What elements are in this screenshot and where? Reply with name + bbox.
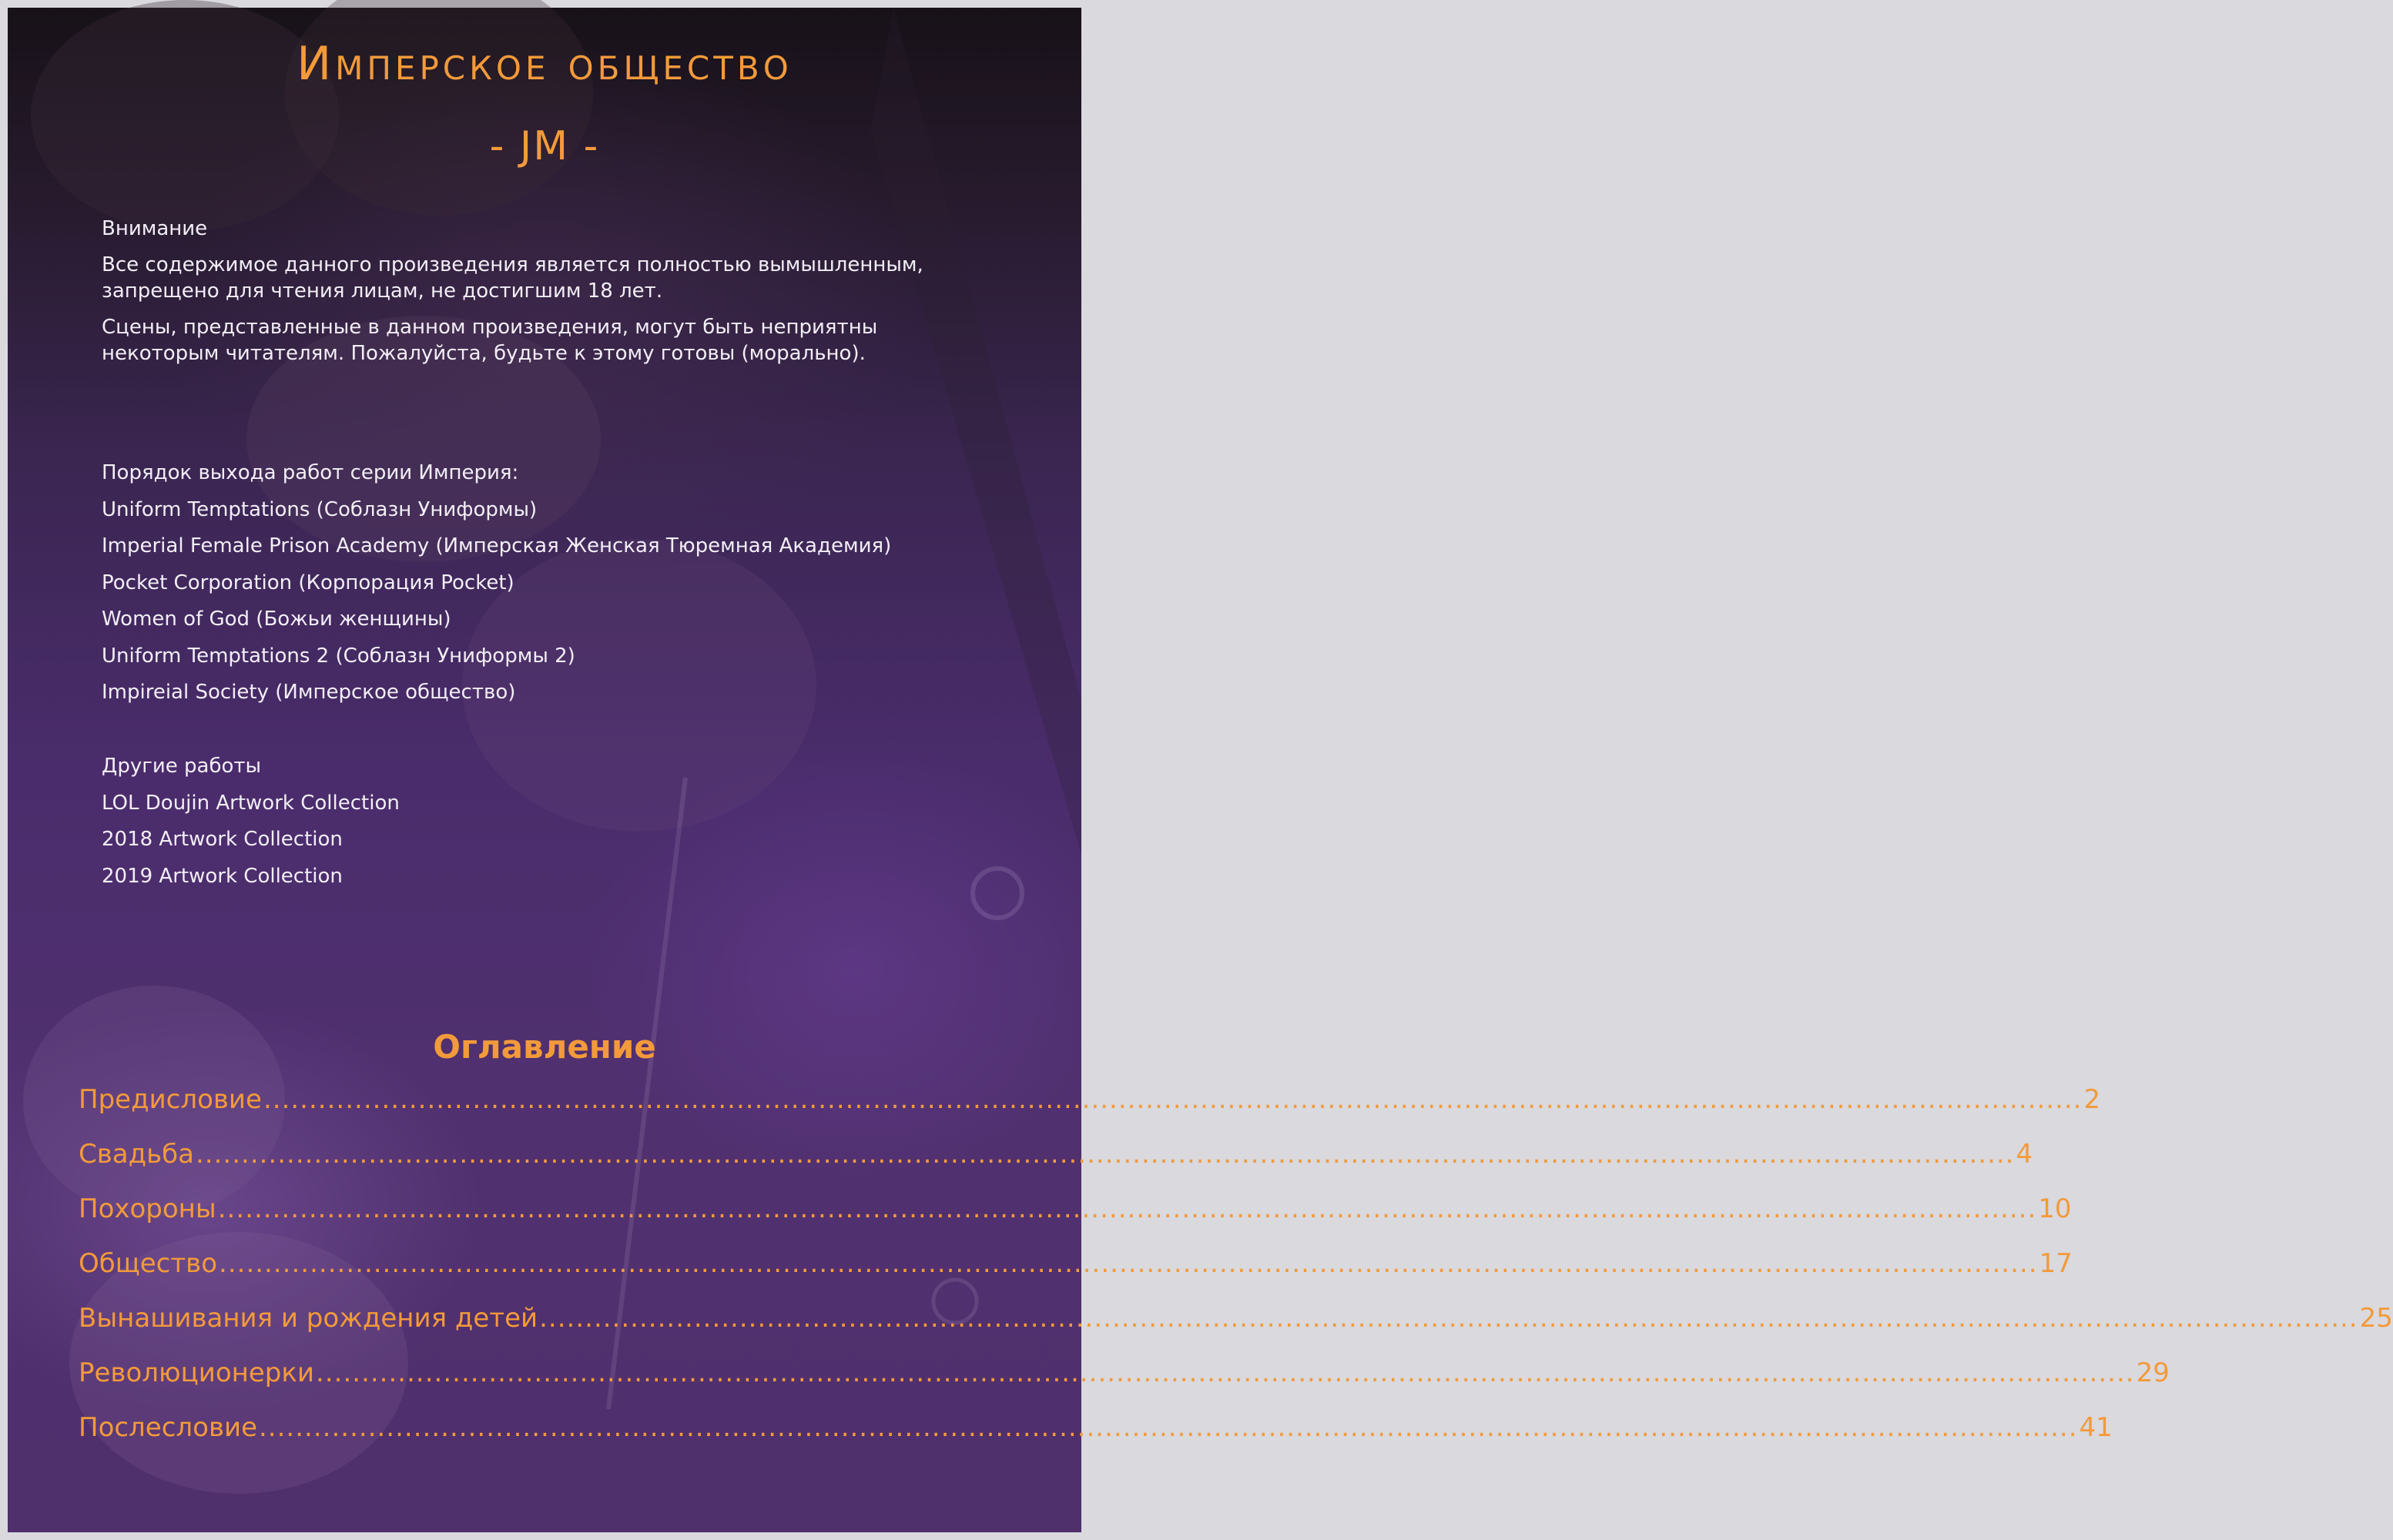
series-item: Women of God (Божьи женщины) [102,608,451,631]
warning-heading: Внимание [102,217,208,240]
toc-entry[interactable] [79,1303,2393,1358]
toc-entry-label: Свадьба [79,1139,194,1170]
author-name: - JM - [489,123,600,169]
toc-entry-label: Общество [79,1248,218,1279]
series-item: Imperial Female Prison Academy (Имперская Женская Тюремная Академия) [102,534,892,557]
document-title: Имперское общество [297,37,793,91]
toc-entry[interactable] [79,1139,2033,1194]
toc-page-number: 17 [2039,1248,2073,1279]
toc-entry[interactable] [79,1084,2101,1139]
document-page [8,8,2393,1532]
toc-entry[interactable] [79,1412,2113,1467]
toc-title: Оглавление [433,1028,656,1066]
toc-entry[interactable] [79,1358,2170,1412]
warning-paragraph: Все содержимое данного произведения является полностью вымышленным, запрещено для чтения лицам, не достигшим 18 лет. [102,253,923,303]
series-section [102,460,980,705]
toc-entry-label: Вынашивания и рождения детей [79,1303,538,1334]
other-works-heading: Другие работы [102,755,262,778]
toc-page-number: 10 [2038,1194,2072,1224]
toc-entry-label: Революционерки [79,1358,315,1388]
toc-page-number: 2 [2083,1084,2101,1115]
table-of-contents [79,1084,2393,1467]
series-item: Uniform Temptations (Соблазн Униформы) [102,497,538,521]
toc-entry-label: Предисловие [79,1084,262,1115]
toc-page-number: 25 [2359,1303,2393,1334]
series-item: Pocket Corporation (Корпорация Pocket) [102,571,514,594]
toc-page-number: 41 [2079,1412,2113,1443]
toc-dot-leader: ........................................................................................................................................................................................................ [195,1139,2015,1170]
toc-entry[interactable] [79,1248,2073,1303]
toc-entry-label: Похороны [79,1194,216,1224]
toc-dot-leader: ........................................................................................................................................................................................................ [259,1412,2078,1443]
other-works-section [102,753,980,889]
warning-section [102,216,980,367]
toc-page-number: 4 [2016,1139,2033,1170]
other-work-item: 2018 Artwork Collection [102,828,343,851]
other-work-item: LOL Doujin Artwork Collection [102,791,400,815]
other-work-item: 2019 Artwork Collection [102,864,343,888]
toc-dot-leader: ........................................................................................................................................................................................................ [217,1194,2037,1224]
series-heading: Порядок выхода работ серии Империя: [102,461,519,484]
series-item: Uniform Temptations 2 (Соблазн Униформы 2) [102,644,575,668]
series-item: Impireial Society (Имперское общество) [102,681,516,704]
warning-paragraph: Сцены, представленные в данном произведения, могут быть неприятны некоторым читателям. Пожалуйста, будьте к этому готовы (морально). [102,316,878,365]
toc-dot-leader: ........................................................................................................................................................................................................ [219,1248,2038,1279]
toc-dot-leader: ........................................................................................................................................................................................................ [263,1084,2083,1115]
toc-dot-leader: ........................................................................................................................................................................................................ [539,1303,2358,1334]
toc-entry-label: Послесловие [79,1412,257,1443]
toc-page-number: 29 [2136,1358,2170,1388]
toc-entry[interactable] [79,1194,2072,1248]
toc-dot-leader: ........................................................................................................................................................................................................ [316,1358,2135,1388]
